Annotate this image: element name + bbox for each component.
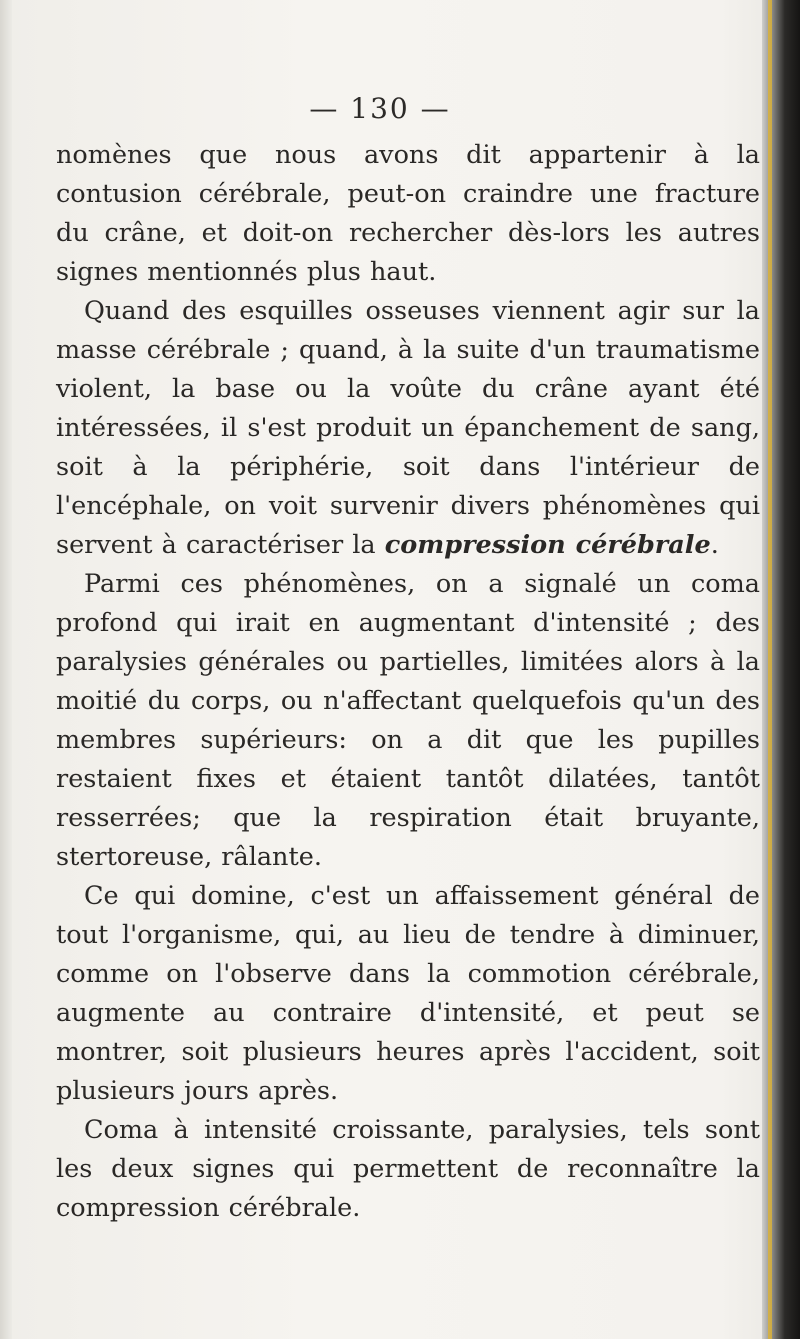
page-number: — 130 — (309, 92, 451, 125)
body-text (56, 136, 760, 1228)
paragraph-4: Ce qui domine, c'est un affaissement général de tout l'organisme, qui, au lieu de tendre à diminuer, comme on l'observe dans la commotion cérébrale, augmente au contraire d'intensité, et peut se montrer, soit plusieurs heures après l'accident, soit plusieurs jours après. (56, 881, 760, 1106)
paragraph-2-text: Quand des esquilles osseuses viennent agir sur la masse cérébrale ; quand, à la suite d'un traumatisme violent, la base ou la voûte du crâne ayant été intéressées, il s'est produit un épanchement de sang, soit à la périphérie, soit dans l'intérieur de l'encéphale, on voit survenir divers phénomènes qui servent à caractériser la (56, 296, 760, 560)
paragraph-1: nomènes que nous avons dit appartenir à la contusion cérébrale, peut-on craindre une fracture du crâne, et doit-on rechercher dès-lors les autres signes mentionnés plus haut. (56, 140, 760, 287)
paragraph-3: Parmi ces phénomènes, on a signalé un coma profond qui irait en augmentant d'intensité ; des paralysies générales ou partielles, limitées alors à la moitié du corps, ou n'affectant quelquefois qu'un des membres supérieurs: on a dit que les pupilles restaient fixes et étaient tantôt dilatées, tantôt resserrées; que la respiration était bruyante, stertoreuse, râlante. (56, 569, 760, 872)
emphasis-compression-cerebrale: compression cérébrale (384, 530, 711, 560)
book-binding-edge (762, 0, 800, 1339)
paragraph-2-end: . (710, 530, 719, 560)
paragraph-5: Coma à intensité croissante, paralysies, tels sont les deux signes qui permettent de reconnaître la compression cérébrale. (56, 1115, 760, 1223)
paragraph-2 (56, 292, 760, 565)
page-left-margin-shadow (0, 0, 12, 1339)
